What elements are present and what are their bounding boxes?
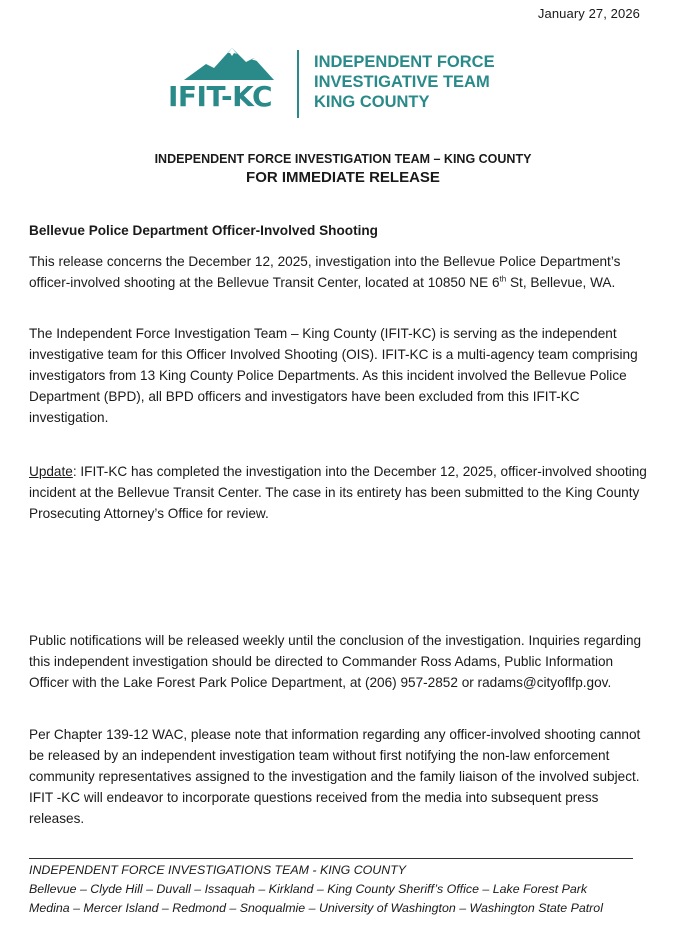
update-label: Update	[29, 464, 73, 479]
logo-line-1: INDEPENDENT FORCE	[314, 53, 495, 71]
footer	[29, 861, 669, 918]
subject-line: Bellevue Police Department Officer-Involved Shooting	[29, 223, 378, 238]
update-text: : IFIT-KC has completed the investigation into the December 12, 2025, officer-involved shooting incident at the Bellevue Transit Center. The case in its entirety has been submitted to the King County Prosecuting Attorney’s Office for review.	[29, 464, 647, 521]
footer-title: INDEPENDENT FORCE INVESTIGATIONS TEAM - KING COUNTY	[29, 863, 407, 877]
paragraph-update	[29, 461, 649, 524]
paragraph-wac-notice: Per Chapter 139-12 WAC, please note that information regarding any officer-involved shooting cannot be released by an independent investigation team without first notifying the non-law enforcement community representatives assigned to the investigation and the family liaison of the involved subject. IFIT -KC will endeavor to incorporate questions received from the media into subsequent press releases.	[29, 727, 641, 826]
paragraph-intro	[29, 251, 649, 293]
paragraph-contact: Public notifications will be released weekly until the conclusion of the investigation. Inquiries regarding this independent investigation should be directed to Commander Ross Adams, Public Information Officer with the Lake Forest Park Police Department, at (206) 957-2852 or radams@cityoflfp.gov.	[29, 633, 642, 690]
paragraph-intro-end: St, Bellevue, WA.	[506, 275, 616, 290]
paragraph-intro-text: This release concerns the December 12, 2025, investigation into the Bellevue Police Department’s officer-involved shooting at the Bellevue Transit Center, located at 10850 NE 6	[29, 254, 621, 290]
footer-members-line-1: Bellevue – Clyde Hill – Duvall – Issaquah – Kirkland – King County Sheriff’s Office – Lake Forest Park	[29, 882, 588, 896]
mountain-icon	[184, 46, 274, 82]
footer-members-line-2: Medina – Mercer Island – Redmond – Snoqualmie – University of Washington – Washington State Patrol	[29, 901, 603, 915]
organization-heading: INDEPENDENT FORCE INVESTIGATION TEAM – KING COUNTY	[154, 152, 532, 166]
logo-abbreviation: IFIT-KC	[168, 80, 273, 113]
logo-line-3: KING COUNTY	[314, 93, 430, 111]
release-type-heading: FOR IMMEDIATE RELEASE	[246, 169, 440, 186]
logo-divider	[297, 50, 299, 118]
release-date: January 27, 2026	[537, 6, 640, 21]
ordinal-suffix: th	[499, 274, 507, 284]
logo-line-2: INVESTIGATIVE TEAM	[314, 73, 490, 91]
ifit-kc-logo	[168, 46, 508, 122]
logo-mark	[168, 46, 286, 116]
paragraph-team-description: The Independent Force Investigation Team – King County (IFIT-KC) is serving as the independent investigative team for this Officer Involved Shooting (OIS). IFIT-KC is a multi-agency team comprising investigators from 13 King County Police Departments. As this incident involved the Bellevue Police Department (BPD), all BPD officers and investigators have been excluded from this IFIT-KC investigation.	[29, 326, 638, 425]
logo-text	[314, 52, 495, 112]
footer-divider	[29, 858, 633, 859]
